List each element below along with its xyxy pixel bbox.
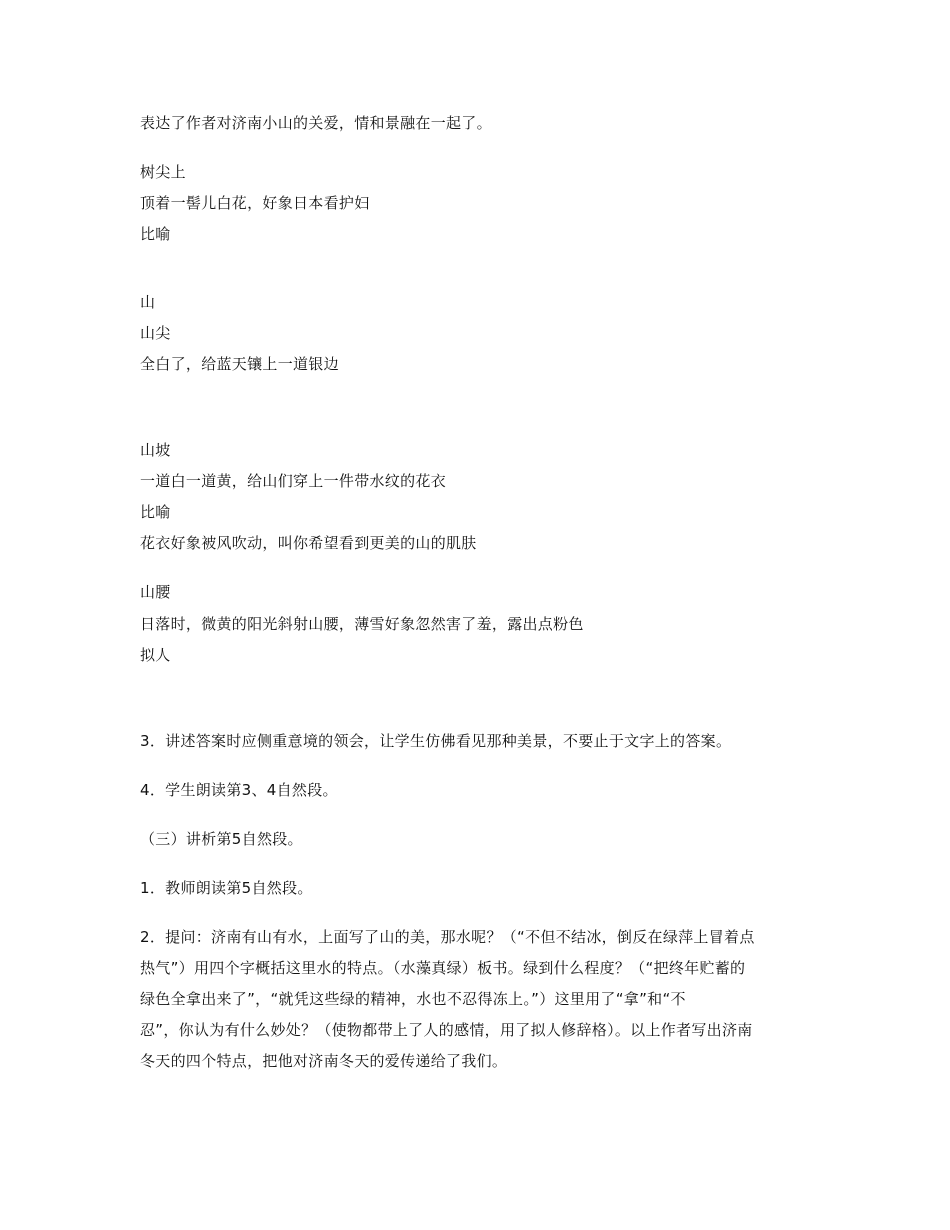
text-line: 树尖上: [140, 163, 186, 181]
text-line: 山腰: [140, 583, 171, 601]
paragraph-line: 绿色全拿出来了”，“就凭这些绿的精神，水也不忍得冻上。”）这里用了“拿”和“不: [140, 990, 686, 1008]
text-line: 拟人: [140, 646, 171, 664]
paragraph-line: 忍”，你认为有什么妙处？（使物都带上了人的感情，用了拟人修辞格）。以上作者写出济南: [140, 1021, 753, 1039]
paragraph-line: 2．提问：济南有山有水，上面写了山的美，那水呢？（“不但不结冰，倒反在绿萍上冒着点: [140, 928, 755, 946]
text-line: 一道白一道黄，给山们穿上一件带水纹的花衣: [140, 472, 447, 490]
final-paragraph: [140, 922, 820, 1077]
text-line: 4．学生朗读第3、4自然段。: [140, 781, 338, 799]
paragraph-line: 冬天的四个特点，把他对济南冬天的爱传递给了我们。: [140, 1052, 508, 1070]
text-line: 3．讲述答案时应侧重意境的领会，让学生仿佛看见那种美景，不要止于文字上的答案。: [140, 732, 732, 750]
text-line: 比喻: [140, 225, 171, 243]
text-line: 日落时，微黄的阳光斜射山腰，薄雪好象忽然害了羞，露出点粉色: [140, 615, 584, 633]
paragraph-line: 热气”）用四个字概括这里水的特点。（水藻真绿）板书。绿到什么程度？（“把终年贮蓄的: [140, 959, 746, 977]
text-line: 花衣好象被风吹动，叫你希望看到更美的山的肌肤: [140, 534, 477, 552]
text-line: （三）讲析第5自然段。: [140, 830, 303, 848]
text-line: 比喻: [140, 503, 171, 521]
text-line: 山: [140, 293, 156, 311]
text-line: 山尖: [140, 324, 171, 342]
text-line: 全白了，给蓝天镶上一道银边: [140, 355, 339, 373]
text-line: 山坡: [140, 441, 171, 459]
text-line: 顶着一髻儿白花，好象日本看护妇: [140, 194, 370, 212]
text-line: 1．教师朗读第5自然段。: [140, 879, 313, 897]
text-line: 表达了作者对济南小山的关爱，情和景融在一起了。: [140, 114, 492, 132]
